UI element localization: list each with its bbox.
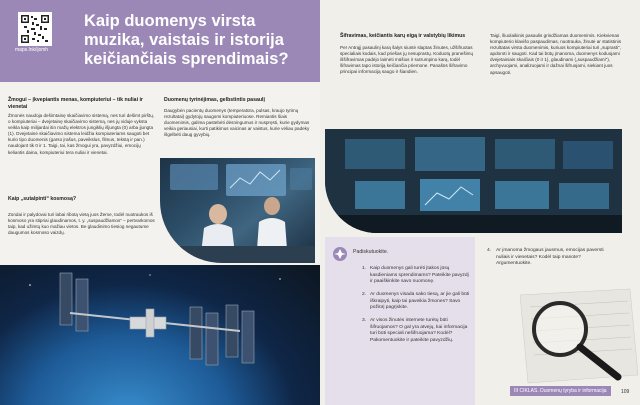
- scientists-photo: [160, 158, 315, 263]
- page-number: 109: [621, 389, 630, 395]
- question-text: Ar visos žinutės internete turėtų būti šifruojamos? O gal yra atvejų, kai informacija turi būti speciali nešifruojama? Kodėl? Pakomentuokite ir pateikite pavyzdžių.: [370, 318, 468, 343]
- qr-link-text: maps.lnk/ijsmh: [15, 47, 49, 53]
- question-text: Kaip duomenys gali turėti įtakos jūsų kasdieniams sprendimams? Pateikite pavyzdį ir paaiškinkite savo nuomonę.: [370, 266, 469, 284]
- section-body-encryption: Per Antrąjį pasaulinį karą šalys siuntė slaptas žinutes, užšifruotas specialiais kodais, kad priešas jų nesuprastų. Koduotų pranešimų iššifravimas padėjo laimėti mūšius ir sutrumpino karą, todėl šifravimas tapo istoriją keičiančia priemone. Panašūs šifravimo principai informaciją saugo ir šiandien.: [340, 45, 474, 75]
- discussion-box: [325, 237, 475, 405]
- section-body-medical: Daugybėn pacientų duomenys (temperatūra, pulsas, kraujo tyrimų rezultatai) gydytojų saugomi kompiuteriuose. Remiantis šiais duomenimis, galima pastebėti dėsningumus ir nuspręsti, kurie gydymas veikia geriausiai, kurti patikimus vaicinas ar vaistus, kurie vėliau padeky išgelbėti daug gyvybių.: [164, 108, 310, 138]
- section-body-data-world: Taigi, šiuolaikinis pasaulis grindžiamas duomenimis. Kiekvienas kompiuterio klavišo paspaudimas, nuotrauka, žinutė ar statistinis rezultatas virsta duomenimis, kuriuos kompiuteriai turi „suprasti“, apdoroti ir saugoti. Kad tai būtų įmanoma, duomenys koduojami dvejetainiais skaičiais (0 ir 1), glaudinami („suspaudžiami“), archyvuojami, analizuojami ir dažnai šifruojami, siekiant juos apsaugoti.: [490, 33, 621, 75]
- section-heading-medical: Duomenų tyrinėjimas, gelbstintis pasaulį: [164, 97, 265, 103]
- iss-photo: [0, 265, 320, 405]
- control-room-photo: [325, 129, 622, 233]
- question-text: Ar duomenys visada sako tiesą, ar jie gali būti iškraipyti, kaip tai paveikia žmones? Savo požiūrį pagrįskite.: [370, 292, 470, 310]
- qr-code[interactable]: [18, 12, 52, 46]
- page-title: Kaip duomenys virsta muzika, vaistais ir istorija keičiančiais sprendimais?: [84, 12, 289, 68]
- section-heading-encryption: Šifravimas, keičiantis karų eigą ir valstybių likimus: [340, 33, 466, 39]
- question-number: 3.: [362, 318, 367, 323]
- section-heading-binary: Žmogui – įkvepiantis menas, kompiuteriui – tik nuliai ir vienetai: [8, 97, 143, 110]
- question-number: 1.: [362, 266, 367, 271]
- chapter-header: [0, 0, 320, 82]
- discussion-icon: [333, 247, 347, 261]
- question-text: Ar įmanoma žmogaus jausmus, emocijas paversti nuliais ir vienetais? Kodėl taip manote? Argumentuokite.: [496, 248, 604, 266]
- discussion-title: Padiskutuokite.: [353, 249, 389, 255]
- section-body-space: Zondai ir palydovai turi labai ribotą vietą juos Žeme, todėl nuotraukos iš kosmoso yra stipriai glaudinamos, t. y. „suspaudžiamos“ – pertvarkomos taip, kad užimtų kuo mažiau vietos. Be glaudinimo tiesiog negautume daugumos kosmoso vaizdų.: [8, 212, 155, 236]
- question-number: 2.: [362, 292, 367, 297]
- section-body-binary: Žmonės naudoja dešimtainę skaičiavimo sistemą, nes turi dešimt pirštų, o kompiuteriai – dvejetainę skaičiavimo sistemą, nes jų viduje vyksta veikla kaip milijardai itin mažų elektros jungiklių išjungta (0) arba įjungta (1). Dvejetainė skaičiavimo sistema leidžia kompiuteriams saugoti bet kurio tipo duomenis (garso įrašus, paveikslus, filmus, tekstą ir pan.) naudojant tik 0 ir 1. Taigi, tai, kas žmogui yra, pavyzdžiui, emocijų keliantis daina, kompiuteriui tera nuliai ir vienetai.: [8, 113, 155, 155]
- magnifier-image: [500, 285, 640, 385]
- section-heading-space: Kaip „sutalpinti“ kosmosą?: [8, 196, 77, 202]
- question-number: 4.: [487, 248, 492, 253]
- chapter-footer: III CIKLAS. Duomenų tyryba ir informacija: [510, 386, 611, 396]
